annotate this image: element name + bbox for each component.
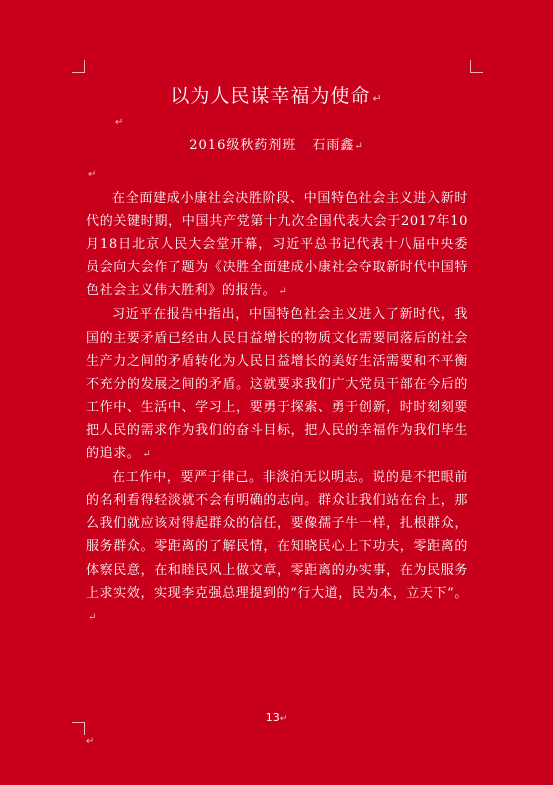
paragraph-mark-icon: ↵ <box>142 449 152 461</box>
author-name: 石雨鑫 <box>312 138 355 153</box>
corner-mark-top-right <box>470 60 483 73</box>
paragraph-mark-icon: ↵ <box>88 611 97 623</box>
author-line <box>0 136 553 157</box>
paragraph-text: 在工作中，要严于律己。非淡泊无以明志。说的是不把眼前的名利看得轻淡就不会有明确的志向。群众让我们站在台上，那么我们就应该对得起群众的信任，要像孺子牛一样，扎根群众，服务群众。零距离的了解民情，在知晓民心上下功夫，零距离的体察民意，在和睦民风上做文章，零距离的办实事，在为民服务上求实效，实现李克强总理提到的“行大道，民为本，立天下”。 <box>86 470 468 601</box>
paragraph-text: 在全面建成小康社会决胜阶段、中国特色社会主义进入新时代的关键时期，中国共产党第十九次全国代表大会于2017年10月18日北京人民大会堂开幕，习近平总书记代表十八届中央委员会向大会作了题为《决胜全面建成小康社会夺取新时代中国特色社会主义伟大胜利》的报告。 <box>86 191 468 299</box>
paragraph-mark-icon: ↵ <box>115 117 124 128</box>
paragraph <box>86 187 468 303</box>
paragraph-text: 习近平在报告中指出，中国特色社会主义进入了新时代，我国的主要矛盾已经由人民日益增长的物质文化需要同落后的社会生产力之间的矛盾转化为人民日益增长的美好生活需要和不平衡不充分的发展之间的矛盾。这就要求我们广大党员干部在今后的工作中、生活中、学习上，要勇于探索、勇于创新，时时刻刻要把人民的需求作为我们的奋斗目标，把人民的幸福作为我们毕生的追求。 <box>86 307 468 462</box>
paragraph <box>86 466 468 629</box>
document-title <box>0 84 553 111</box>
paragraph <box>86 303 468 466</box>
paragraph-mark-icon: ↵ <box>86 736 95 747</box>
paragraph-mark-icon: ↵ <box>354 141 364 152</box>
paragraph-mark-icon: ↵ <box>88 169 97 180</box>
paragraph-mark-icon: ↵ <box>278 286 288 298</box>
title-text: 以为人民谋幸福为使命 <box>170 85 371 107</box>
paragraph-mark-icon: ↵ <box>279 714 288 724</box>
page-number <box>0 711 553 726</box>
author-class: 2016级秋药剂班 <box>189 138 297 153</box>
paragraph-mark-icon: ↵ <box>372 92 383 105</box>
body-text <box>86 187 468 629</box>
page-number-text: 13 <box>265 711 280 724</box>
corner-mark-top-left <box>72 60 85 73</box>
